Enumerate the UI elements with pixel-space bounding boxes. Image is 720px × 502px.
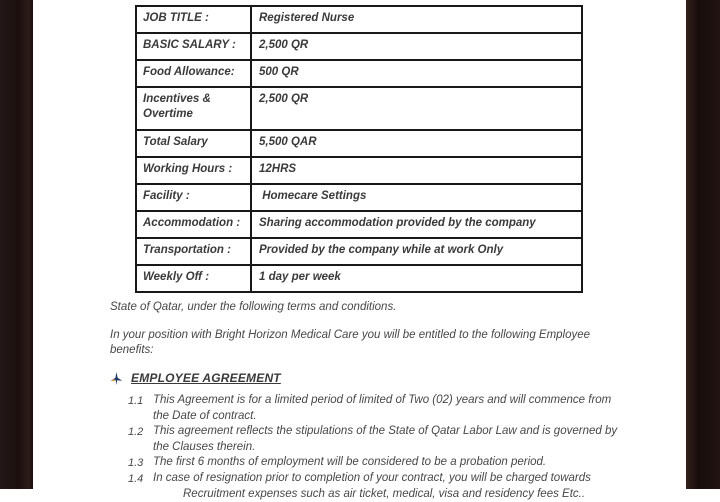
terms-paragraph: State of Qatar, under the following terms and conditions. bbox=[110, 300, 628, 316]
clause-text bbox=[153, 393, 628, 424]
table-row bbox=[137, 266, 581, 291]
list-item bbox=[128, 455, 628, 471]
clause-line: the Clauses therein. bbox=[153, 440, 628, 456]
table-row-label: Accommodation : bbox=[137, 212, 252, 237]
scan-dark-edge-left bbox=[0, 0, 33, 489]
employee-agreement-title: EMPLOYEE AGREEMENT bbox=[131, 371, 281, 387]
table-row bbox=[137, 7, 581, 34]
table-row-value: 12HRS bbox=[252, 158, 581, 183]
table-row bbox=[137, 34, 581, 61]
table-row-value: 1 day per week bbox=[252, 266, 581, 291]
clause-number: 1.3 bbox=[128, 455, 153, 471]
clause-number: 1.4 bbox=[128, 471, 153, 502]
table-row-value: Provided by the company while at work Only bbox=[252, 239, 581, 264]
list-item bbox=[128, 471, 628, 502]
clause-text bbox=[153, 471, 628, 502]
table-row-value: Registered Nurse bbox=[252, 7, 581, 32]
table-row-value: 2,500 QR bbox=[252, 34, 581, 59]
clause-line: In case of resignation prior to completion of your contract, you will be charged towards bbox=[153, 471, 628, 487]
clause-line: the Date of contract. bbox=[153, 409, 628, 425]
job-offer-details-table bbox=[135, 5, 583, 293]
clause-number: 1.2 bbox=[128, 424, 153, 455]
clause-line: Recruitment expenses such as air ticket, medical, visa and residency fees Etc.. bbox=[153, 487, 628, 502]
table-row-label: Incentives & Overtime bbox=[137, 88, 252, 129]
table-row bbox=[137, 131, 581, 158]
scan-dark-edge-right bbox=[686, 0, 720, 489]
clause-text bbox=[153, 455, 628, 471]
down-arrow-bullet-icon bbox=[110, 372, 123, 385]
table-row-value: 5,500 QAR bbox=[252, 131, 581, 156]
table-row-label: JOB TITLE : bbox=[137, 7, 252, 32]
clause-number: 1.1 bbox=[128, 393, 153, 424]
agreement-clause-list bbox=[128, 393, 628, 502]
table-row-value: Homecare Settings bbox=[252, 185, 581, 210]
employee-agreement-heading bbox=[110, 371, 628, 387]
table-row bbox=[137, 212, 581, 239]
clause-text bbox=[153, 424, 628, 455]
clause-line: This agreement reflects the stipulations of the State of Qatar Labor Law and is governed by bbox=[153, 424, 628, 440]
table-row-label: Facility : bbox=[137, 185, 252, 210]
table-row-label: BASIC SALARY : bbox=[137, 34, 252, 59]
table-row-label: Working Hours : bbox=[137, 158, 252, 183]
table-row bbox=[137, 239, 581, 266]
list-item bbox=[128, 393, 628, 424]
document-body bbox=[108, 300, 628, 502]
table-row-label: Food Allowance: bbox=[137, 61, 252, 86]
table-row bbox=[137, 88, 581, 131]
table-row-value: Sharing accommodation provided by the company bbox=[252, 212, 581, 237]
list-item bbox=[128, 424, 628, 455]
table-row-label: Transportation : bbox=[137, 239, 252, 264]
table-row-value: 500 QR bbox=[252, 61, 581, 86]
clause-line: This Agreement is for a limited period of limited of Two (02) years and will commence from bbox=[153, 393, 628, 409]
table-row bbox=[137, 61, 581, 88]
table-row bbox=[137, 158, 581, 185]
table-row-label: Total Salary bbox=[137, 131, 252, 156]
clause-line: The first 6 months of employment will be considered to be a probation period. bbox=[153, 455, 628, 471]
benefits-paragraph: In your position with Bright Horizon Medical Care you will be entitled to the following Employee benefits: bbox=[110, 328, 628, 359]
table-row bbox=[137, 185, 581, 212]
table-row-label: Weekly Off : bbox=[137, 266, 252, 291]
table-row-value: 2,500 QR bbox=[252, 88, 581, 129]
